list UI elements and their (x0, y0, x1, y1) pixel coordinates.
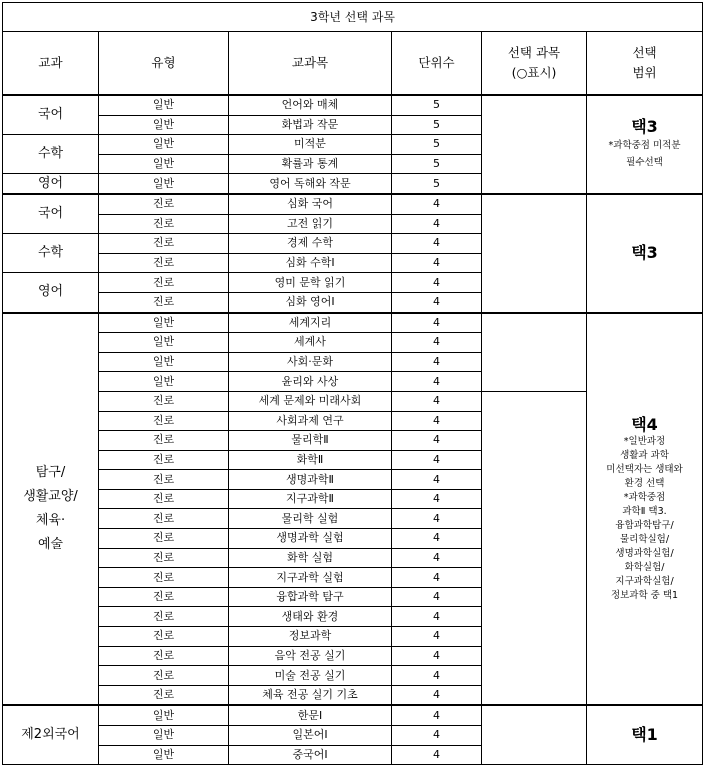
subject-cell: 영어 (3, 174, 99, 194)
course-cell: 지구과학Ⅱ (229, 489, 392, 509)
course-cell: 심화 수학Ⅰ (229, 253, 392, 273)
subject-line: 체육· (35, 512, 66, 528)
subject-cell: 국어 (3, 194, 99, 234)
course-cell: 심화 국어 (229, 194, 392, 214)
course-cell: 생명과학 실험 (229, 529, 392, 549)
course-selection-table (2, 2, 703, 765)
header-range-line2: 범위 (632, 65, 657, 80)
credits-cell: 4 (392, 352, 482, 372)
credits-cell: 4 (392, 587, 482, 607)
selection-cell[interactable] (482, 705, 587, 764)
credits-cell: 4 (392, 391, 482, 411)
header-range (587, 32, 703, 96)
course-cell: 사회·문화 (229, 352, 392, 372)
choice-note-line: 환경 선택 (624, 477, 665, 489)
type-cell: 진로 (99, 470, 229, 490)
choice-note-line: 화학실험/ (624, 561, 665, 573)
credits-cell: 4 (392, 470, 482, 490)
selection-cell[interactable] (482, 194, 587, 313)
type-cell: 일반 (99, 115, 229, 135)
type-cell: 진로 (99, 450, 229, 470)
credits-cell: 4 (392, 431, 482, 451)
course-cell: 세계지리 (229, 313, 392, 333)
subject-line: 탐구/ (35, 464, 66, 480)
choice-note-line: 과학Ⅱ 택3. (622, 505, 667, 517)
credits-cell: 4 (392, 292, 482, 312)
choice-note-line: 필수선택 (626, 157, 663, 169)
credits-cell: 4 (392, 273, 482, 293)
subject-cell: 수학 (3, 234, 99, 273)
table-row (3, 95, 703, 115)
choice-note-line: 지구과학실험/ (615, 575, 674, 587)
selection-cell[interactable] (482, 95, 587, 194)
type-cell: 일반 (99, 705, 229, 725)
header-range-line1: 선택 (632, 45, 657, 60)
credits-cell: 4 (392, 234, 482, 254)
credits-cell: 4 (392, 705, 482, 725)
choice-range-cell (587, 705, 703, 764)
credits-cell: 4 (392, 627, 482, 647)
course-cell: 확률과 통계 (229, 154, 392, 174)
course-cell: 영어 독해와 작문 (229, 174, 392, 194)
subject-cell (3, 313, 99, 706)
course-cell: 중국어Ⅰ (229, 745, 392, 765)
course-cell: 언어와 매체 (229, 95, 392, 115)
choice-count: 택3 (631, 117, 658, 137)
subject-line: 예술 (37, 536, 64, 552)
type-cell: 진로 (99, 253, 229, 273)
course-cell: 세계 문제와 미래사회 (229, 391, 392, 411)
subject-line: 생활교양/ (23, 488, 78, 504)
credits-cell: 5 (392, 115, 482, 135)
type-cell: 진로 (99, 273, 229, 293)
subject-cell: 국어 (3, 95, 99, 135)
course-cell: 한문Ⅰ (229, 705, 392, 725)
table-row (3, 194, 703, 214)
choice-count: 택4 (631, 414, 658, 434)
credits-cell: 5 (392, 135, 482, 155)
course-cell: 미적분 (229, 135, 392, 155)
credits-cell: 4 (392, 745, 482, 765)
type-cell: 진로 (99, 214, 229, 234)
course-cell: 생명과학Ⅱ (229, 470, 392, 490)
choice-range-cell (587, 194, 703, 313)
type-cell: 진로 (99, 627, 229, 647)
credits-cell: 4 (392, 548, 482, 568)
credits-cell: 4 (392, 489, 482, 509)
credits-cell: 4 (392, 411, 482, 431)
credits-cell: 4 (392, 372, 482, 392)
type-cell: 일반 (99, 135, 229, 155)
subject-cell: 수학 (3, 135, 99, 174)
subject-cell: 제2외국어 (3, 705, 99, 764)
table-row (3, 313, 703, 333)
course-cell: 일본어Ⅰ (229, 726, 392, 746)
type-cell: 일반 (99, 726, 229, 746)
type-cell: 일반 (99, 154, 229, 174)
credits-cell: 4 (392, 509, 482, 529)
credits-cell: 4 (392, 194, 482, 214)
type-cell: 진로 (99, 548, 229, 568)
choice-note-line: 물리학실험/ (619, 533, 670, 545)
table-title: 3학년 선택 과목 (3, 3, 703, 32)
type-cell: 진로 (99, 411, 229, 431)
choice-note-line: 융합과학탐구/ (615, 519, 674, 531)
type-cell: 진로 (99, 685, 229, 705)
credits-cell: 4 (392, 313, 482, 333)
course-cell: 음악 전공 실기 (229, 646, 392, 666)
header-type: 유형 (99, 32, 229, 96)
choice-range-cell (587, 95, 703, 194)
course-cell: 융합과학 탐구 (229, 587, 392, 607)
type-cell: 진로 (99, 587, 229, 607)
header-course: 교과목 (229, 32, 392, 96)
credits-cell: 4 (392, 214, 482, 234)
type-cell: 진로 (99, 568, 229, 588)
type-cell: 일반 (99, 352, 229, 372)
course-cell: 세계사 (229, 333, 392, 353)
type-cell: 진로 (99, 607, 229, 627)
type-cell: 일반 (99, 333, 229, 353)
header-credits: 단위수 (392, 32, 482, 96)
type-cell: 진로 (99, 194, 229, 214)
table-row (3, 705, 703, 725)
course-cell: 화법과 작문 (229, 115, 392, 135)
course-cell: 고전 읽기 (229, 214, 392, 234)
type-cell: 진로 (99, 234, 229, 254)
credits-cell: 5 (392, 95, 482, 115)
type-cell: 진로 (99, 489, 229, 509)
type-cell: 진로 (99, 292, 229, 312)
course-cell: 사회과제 연구 (229, 411, 392, 431)
choice-range-cell (587, 313, 703, 706)
type-cell: 진로 (99, 391, 229, 411)
type-cell: 일반 (99, 95, 229, 115)
credits-cell: 4 (392, 607, 482, 627)
credits-cell: 4 (392, 333, 482, 353)
course-cell: 화학 실험 (229, 548, 392, 568)
choice-count: 택3 (631, 243, 658, 263)
header-selection-line1: 선택 과목 (507, 45, 561, 60)
choice-count: 택1 (631, 725, 658, 745)
type-cell: 진로 (99, 646, 229, 666)
type-cell: 일반 (99, 313, 229, 333)
type-cell: 일반 (99, 745, 229, 765)
course-cell: 미술 전공 실기 (229, 666, 392, 686)
header-subject: 교과 (3, 32, 99, 96)
type-cell: 진로 (99, 666, 229, 686)
course-cell: 정보과학 (229, 627, 392, 647)
credits-cell: 4 (392, 646, 482, 666)
course-cell: 영미 문학 읽기 (229, 273, 392, 293)
choice-note-line: 미선택자는 생태와 (606, 463, 683, 475)
course-cell: 물리학Ⅱ (229, 431, 392, 451)
header-selection-line2: (○표시) (511, 65, 557, 80)
subject-cell: 영어 (3, 273, 99, 313)
type-cell: 일반 (99, 174, 229, 194)
choice-note-line: *일반과정 (623, 435, 666, 447)
choice-note-line: *과학중점 (623, 491, 666, 503)
choice-note-line: 생명과학실험/ (615, 547, 674, 559)
selection-cell[interactable] (482, 313, 587, 392)
credits-cell: 4 (392, 726, 482, 746)
credits-cell: 4 (392, 568, 482, 588)
course-cell: 지구과학 실험 (229, 568, 392, 588)
type-cell: 진로 (99, 509, 229, 529)
course-cell: 화학Ⅱ (229, 450, 392, 470)
type-cell: 진로 (99, 529, 229, 549)
course-cell: 생태와 환경 (229, 607, 392, 627)
credits-cell: 4 (392, 529, 482, 549)
course-cell: 체육 전공 실기 기초 (229, 685, 392, 705)
credits-cell: 4 (392, 685, 482, 705)
credits-cell: 5 (392, 154, 482, 174)
course-cell: 심화 영어Ⅰ (229, 292, 392, 312)
course-cell: 윤리와 사상 (229, 372, 392, 392)
credits-cell: 5 (392, 174, 482, 194)
choice-note-line: *과학중점 미적분 (608, 140, 681, 152)
credits-cell: 4 (392, 253, 482, 273)
type-cell: 일반 (99, 372, 229, 392)
selection-cell[interactable] (482, 391, 587, 705)
header-selection (482, 32, 587, 96)
credits-cell: 4 (392, 666, 482, 686)
course-cell: 경제 수학 (229, 234, 392, 254)
choice-note-line: 정보과학 중 택1 (610, 589, 679, 601)
choice-note-line: 생활과 과학 (620, 449, 669, 461)
credits-cell: 4 (392, 450, 482, 470)
type-cell: 진로 (99, 431, 229, 451)
course-cell: 물리학 실험 (229, 509, 392, 529)
